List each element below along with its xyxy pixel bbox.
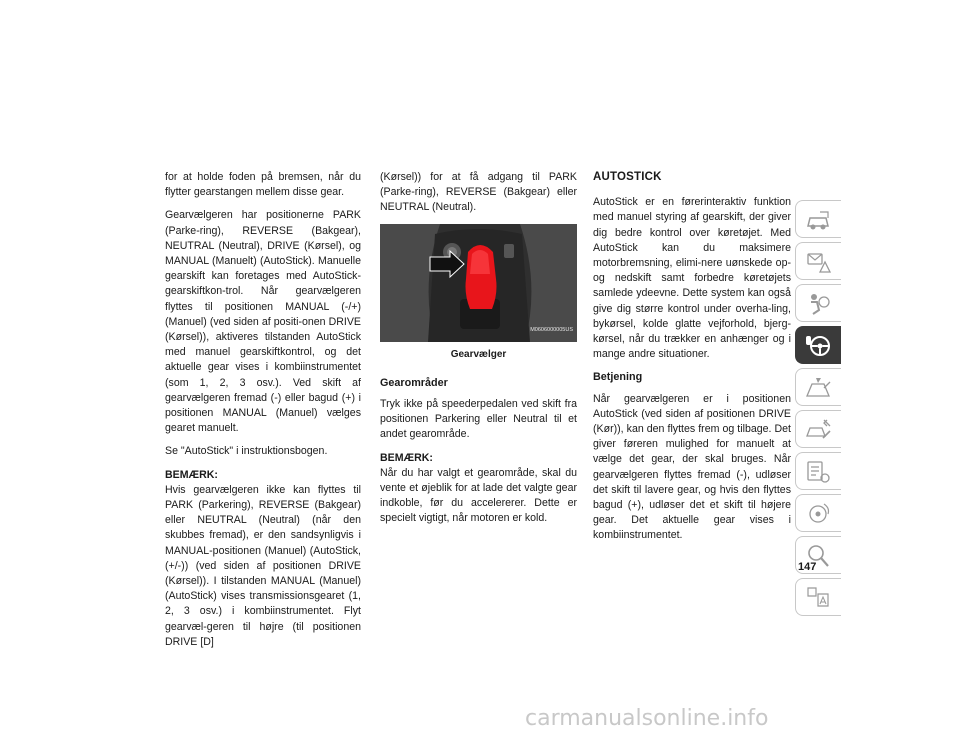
section-heading: Gearområder <box>380 376 448 389</box>
note <box>380 451 577 527</box>
paragraph: Se "AutoStick" i instruktionsbogen. <box>165 445 328 458</box>
note-label: BEMÆRK: <box>165 468 218 481</box>
subsection-heading: Betjening <box>593 371 643 384</box>
note <box>165 468 361 650</box>
page-number: 147 <box>798 561 817 573</box>
figure-caption: Gearvælger <box>450 348 507 360</box>
chapter-tab[interactable] <box>795 452 841 490</box>
paragraph: AutoStick er en førerinteraktiv funktion med manuel styring af gearskift, der giver dig bedre kontrol over køretøjet. Med AutoStick kan du maksimere motorbremsning, elimi-nere uønskede op- og nedskift samt forbedre køretøjets samlede ydeevne. Dette system kan også give dig større kontrol under overha-ling, bykørsel, kolde glatte vejforhold, bjerg-kørsel, når du trækker en anhænger og i mange andre situationer. <box>593 196 791 361</box>
chapter-tab[interactable] <box>795 284 841 322</box>
paragraph: Når gearvælgeren er i positionen AutoStick (ved siden af positionen DRIVE (Kør)), kan den flyttes frem og tilbage. Det giver føreren mulighed for manuelt at vælge det gear, der skal bruges. Når gearvælgeren flyttes fremad (-), udløser det skift til lavere gear, og hvis den flyttes bagud (+), udløser det et skift til højere gear. Det aktuelle gear vises i kombiinstrumentet. <box>593 392 791 542</box>
paragraph: Gearvælgeren har positionerne PARK (Parke-ring), REVERSE (Bakgear), NEUTRAL (Neutral), DRIVE (Kørsel), og MANUAL (Manuelt) (AutoStick). Manuelle gearskift kan foretages med AutoStick-gearskiftkon-trol. Når gearvælgeren flyttes til positionen MANUAL (-/+) (Manuel) (ved siden af positi-onen DRIVE (Kørsel)), aktiveres tilstanden AutoStick med manuel gearskiftkontrol, og det aktuelle gear vises i kombiinstrumentet (som 1, 2, 3 osv.). Ved skift af gearvælgeren fremad (-) eller bagud (+) i positionen MANUAL (Manuel) vælges gearet manuelt. <box>165 209 361 435</box>
warning-message-icon <box>804 248 832 276</box>
car-dashboard-icon <box>804 206 832 234</box>
emergency-icon <box>804 374 832 402</box>
chapter-tab[interactable] <box>795 578 841 616</box>
note-label: BEMÆRK: <box>380 451 433 464</box>
paragraph: (Kørsel)) for at få adgang til PARK (Parke-ring), REVERSE (Bakgear) eller NEUTRAL (Neutral). <box>380 171 577 214</box>
multimedia-icon <box>804 500 832 528</box>
language-icon <box>804 584 832 612</box>
chapter-tab[interactable] <box>795 494 841 532</box>
note-text: Når du har valgt et gearområde, skal du vente et øjeblik for at lade det valgte gear indkoble, før du accelererer. Dette er specielt vigtigt, når motoren er kold. <box>380 466 577 525</box>
safety-airbag-icon <box>804 290 832 318</box>
chapter-tab[interactable] <box>795 368 841 406</box>
paragraph: for at holde foden på bremsen, når du flytter gearstangen mellem disse gear. <box>165 171 361 199</box>
service-maintenance-icon <box>804 416 832 444</box>
section-heading: AUTOSTICK <box>593 171 662 183</box>
gear-selector-figure <box>380 224 577 342</box>
text-column-3 <box>593 170 791 552</box>
paragraph: Tryk ikke på speederpedalen ved skift fra positionen Parkering eller Neutral til et andet gearområde. <box>380 398 577 441</box>
specifications-icon <box>804 458 832 486</box>
text-column-1 <box>165 170 361 658</box>
text-column-2 <box>380 170 577 535</box>
chapter-tab[interactable] <box>795 326 841 364</box>
chapter-tabs <box>795 200 841 620</box>
chapter-tab[interactable] <box>795 200 841 238</box>
watermark: carmanualsonline.info <box>525 706 769 731</box>
chapter-tab[interactable] <box>795 410 841 448</box>
chapter-tab[interactable] <box>795 242 841 280</box>
figure-code: M0606000005US <box>530 327 573 334</box>
steering-wheel-starting-icon <box>804 332 832 360</box>
note-text: Hvis gearvælgeren ikke kan flyttes til PARK (Parkering), REVERSE (Bakgear) eller NEUTRAL (Neutral) (når den skubbes fremad), er den sandsynligvis i MANUAL-positionen (Manuel) (AutoStick, (+/-)) (ved siden af positionen DRIVE (Kørsel)). I tilstanden MANUAL (Manuel) (AutoStick) vises transmissionsgearet (1, 2, 3 osv.) i kombiinstrumentet. Flyt gearvæl-geren til højre (til positionen DRIVE [D] <box>165 483 361 648</box>
